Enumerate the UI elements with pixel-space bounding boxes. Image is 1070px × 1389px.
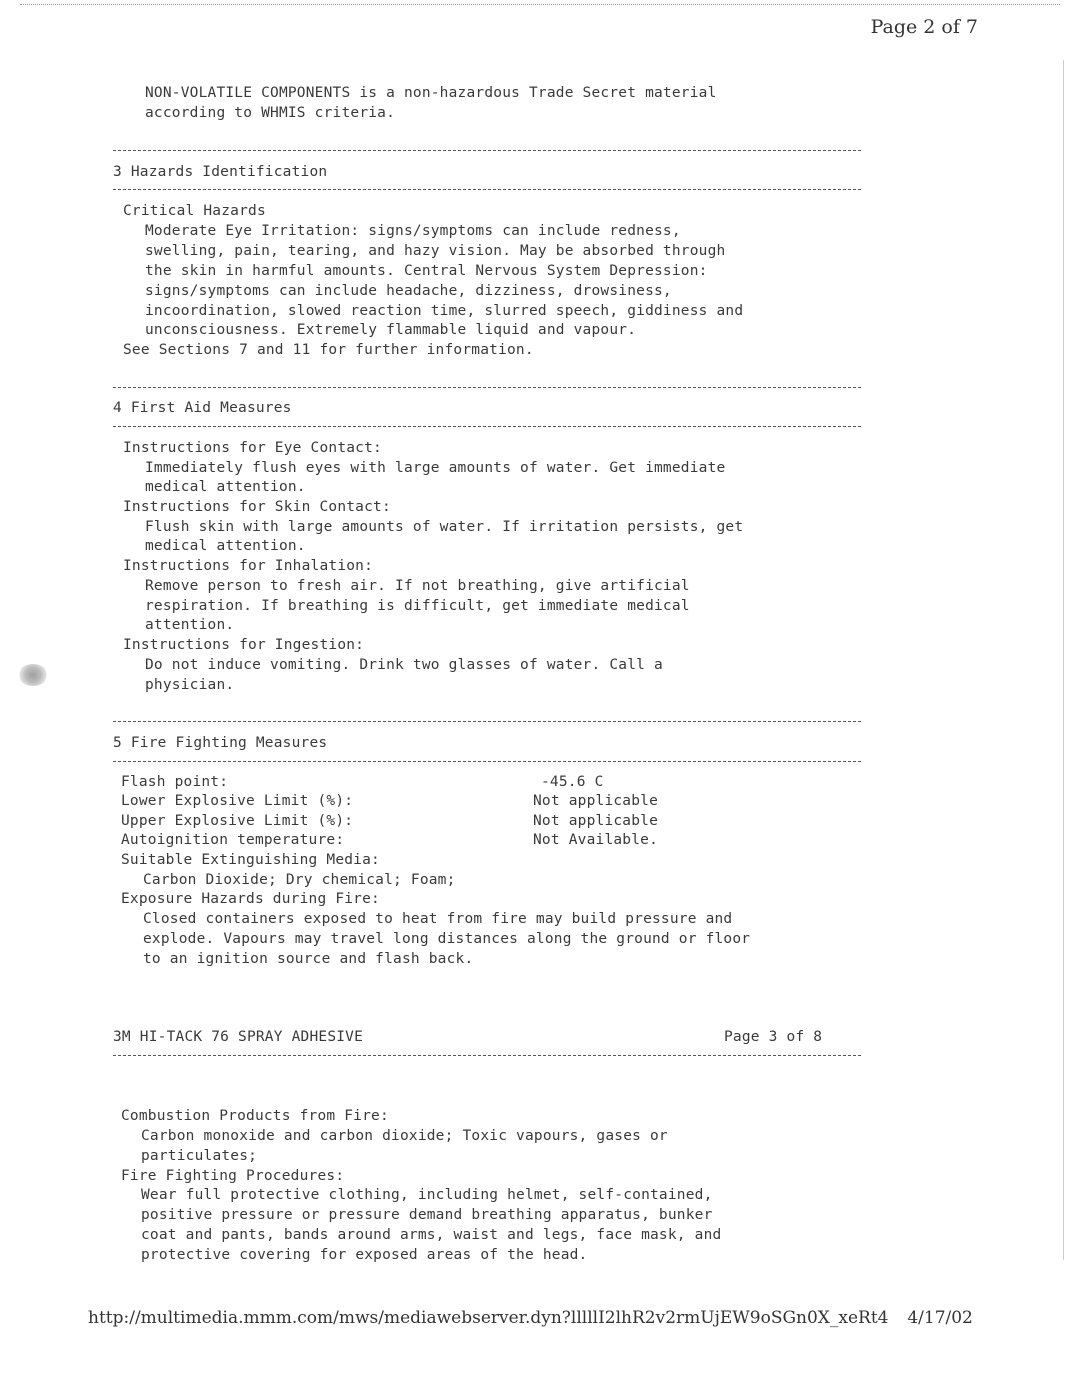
fire-fighting-procedures-line: Wear full protective clothing, including helmet, self-contained,	[141, 1187, 713, 1203]
section-5-title: 5 Fire Fighting Measures	[113, 735, 328, 751]
see-sections-note: See Sections 7 and 11 for further information.	[123, 342, 534, 358]
section-divider	[113, 150, 861, 151]
property-label: Flash point:	[121, 774, 229, 790]
property-value: Not applicable	[533, 813, 659, 829]
footer-date: 4/17/02	[907, 1308, 973, 1328]
section-divider	[113, 1055, 861, 1056]
eye-contact-heading: Instructions for Eye Contact:	[123, 440, 382, 456]
exposure-hazards-line: to an ignition source and flash back.	[143, 951, 474, 967]
inner-page-number: Page 3 of 8	[724, 1029, 823, 1045]
inhalation-heading: Instructions for Inhalation:	[123, 558, 374, 574]
inhalation-line: Remove person to fresh air. If not breathing, give artificial	[145, 578, 690, 594]
section-4-title: 4 First Aid Measures	[113, 400, 292, 416]
scan-edge-line	[1063, 60, 1064, 1260]
eye-contact-line: medical attention.	[145, 479, 306, 495]
inhalation-line: attention.	[145, 617, 235, 633]
section-2-line-1: NON-VOLATILE COMPONENTS is a non-hazardous Trade Secret material	[145, 85, 717, 101]
hazard-line: unconsciousness. Extremely flammable liquid and vapour.	[145, 322, 637, 338]
hazard-line: Moderate Eye Irritation: signs/symptoms can include redness,	[145, 223, 681, 239]
eye-contact-line: Immediately flush eyes with large amounts of water. Get immediate	[145, 460, 726, 476]
section-divider	[113, 426, 861, 427]
scan-edge-line	[20, 4, 1060, 5]
inhalation-line: respiration. If breathing is difficult, get immediate medical	[145, 598, 690, 614]
footer-url[interactable]: http://multimedia.mmm.com/mws/mediawebserver.dyn?lllllI2lhR2v2rmUjEW9oSGn0X_xeRt4	[88, 1308, 889, 1328]
skin-contact-line: Flush skin with large amounts of water. If irritation persists, get	[145, 519, 744, 535]
property-value: Not Available.	[533, 832, 659, 848]
exposure-hazards-line: explode. Vapours may travel long distances along the ground or floor	[143, 931, 751, 947]
ingestion-line: physician.	[145, 677, 235, 693]
property-label: Upper Explosive Limit (%):	[121, 813, 354, 829]
skin-contact-line: medical attention.	[145, 538, 306, 554]
combustion-products-heading: Combustion Products from Fire:	[121, 1108, 389, 1124]
fire-fighting-procedures-line: coat and pants, bands around arms, waist and legs, face mask, and	[141, 1227, 722, 1243]
scan-smudge	[18, 664, 48, 686]
exposure-hazards-line: Closed containers exposed to heat from fire may build pressure and	[143, 911, 733, 927]
section-2-line-2: according to WHMIS criteria.	[145, 105, 396, 121]
section-divider	[113, 721, 861, 722]
section-3-title: 3 Hazards Identification	[113, 164, 328, 180]
section-divider	[113, 761, 861, 762]
hazard-line: signs/symptoms can include headache, dizziness, drowsiness,	[145, 283, 672, 299]
hazard-line: swelling, pain, tearing, and hazy vision. May be absorbed through	[145, 243, 726, 259]
skin-contact-heading: Instructions for Skin Contact:	[123, 499, 391, 515]
extinguishing-media-line: Carbon Dioxide; Dry chemical; Foam;	[143, 872, 456, 888]
footer-source	[88, 1308, 973, 1328]
fire-fighting-procedures-line: protective covering for exposed areas of the head.	[141, 1247, 588, 1263]
hazard-line: the skin in harmful amounts. Central Nervous System Depression:	[145, 263, 708, 279]
combustion-products-line: Carbon monoxide and carbon dioxide; Toxic vapours, gases or	[141, 1128, 668, 1144]
property-label: Lower Explosive Limit (%):	[121, 793, 354, 809]
page-number: Page 2 of 7	[870, 16, 978, 38]
ingestion-heading: Instructions for Ingestion:	[123, 637, 365, 653]
ingestion-line: Do not induce vomiting. Drink two glasses of water. Call a	[145, 657, 663, 673]
section-divider	[113, 189, 861, 190]
hazard-line: incoordination, slowed reaction time, slurred speech, giddiness and	[145, 303, 744, 319]
property-value: -45.6 C	[541, 774, 604, 790]
extinguishing-media-heading: Suitable Extinguishing Media:	[121, 852, 380, 868]
combustion-products-line: particulates;	[141, 1148, 258, 1164]
critical-hazards-heading: Critical Hazards	[123, 203, 266, 219]
section-divider	[113, 387, 861, 388]
fire-fighting-procedures-line: positive pressure or pressure demand breathing apparatus, bunker	[141, 1207, 713, 1223]
inner-product-name: 3M HI-TACK 76 SPRAY ADHESIVE	[113, 1029, 364, 1045]
property-value: Not applicable	[533, 793, 659, 809]
property-label: Autoignition temperature:	[121, 832, 345, 848]
exposure-hazards-heading: Exposure Hazards during Fire:	[121, 891, 380, 907]
fire-fighting-procedures-heading: Fire Fighting Procedures:	[121, 1168, 345, 1184]
